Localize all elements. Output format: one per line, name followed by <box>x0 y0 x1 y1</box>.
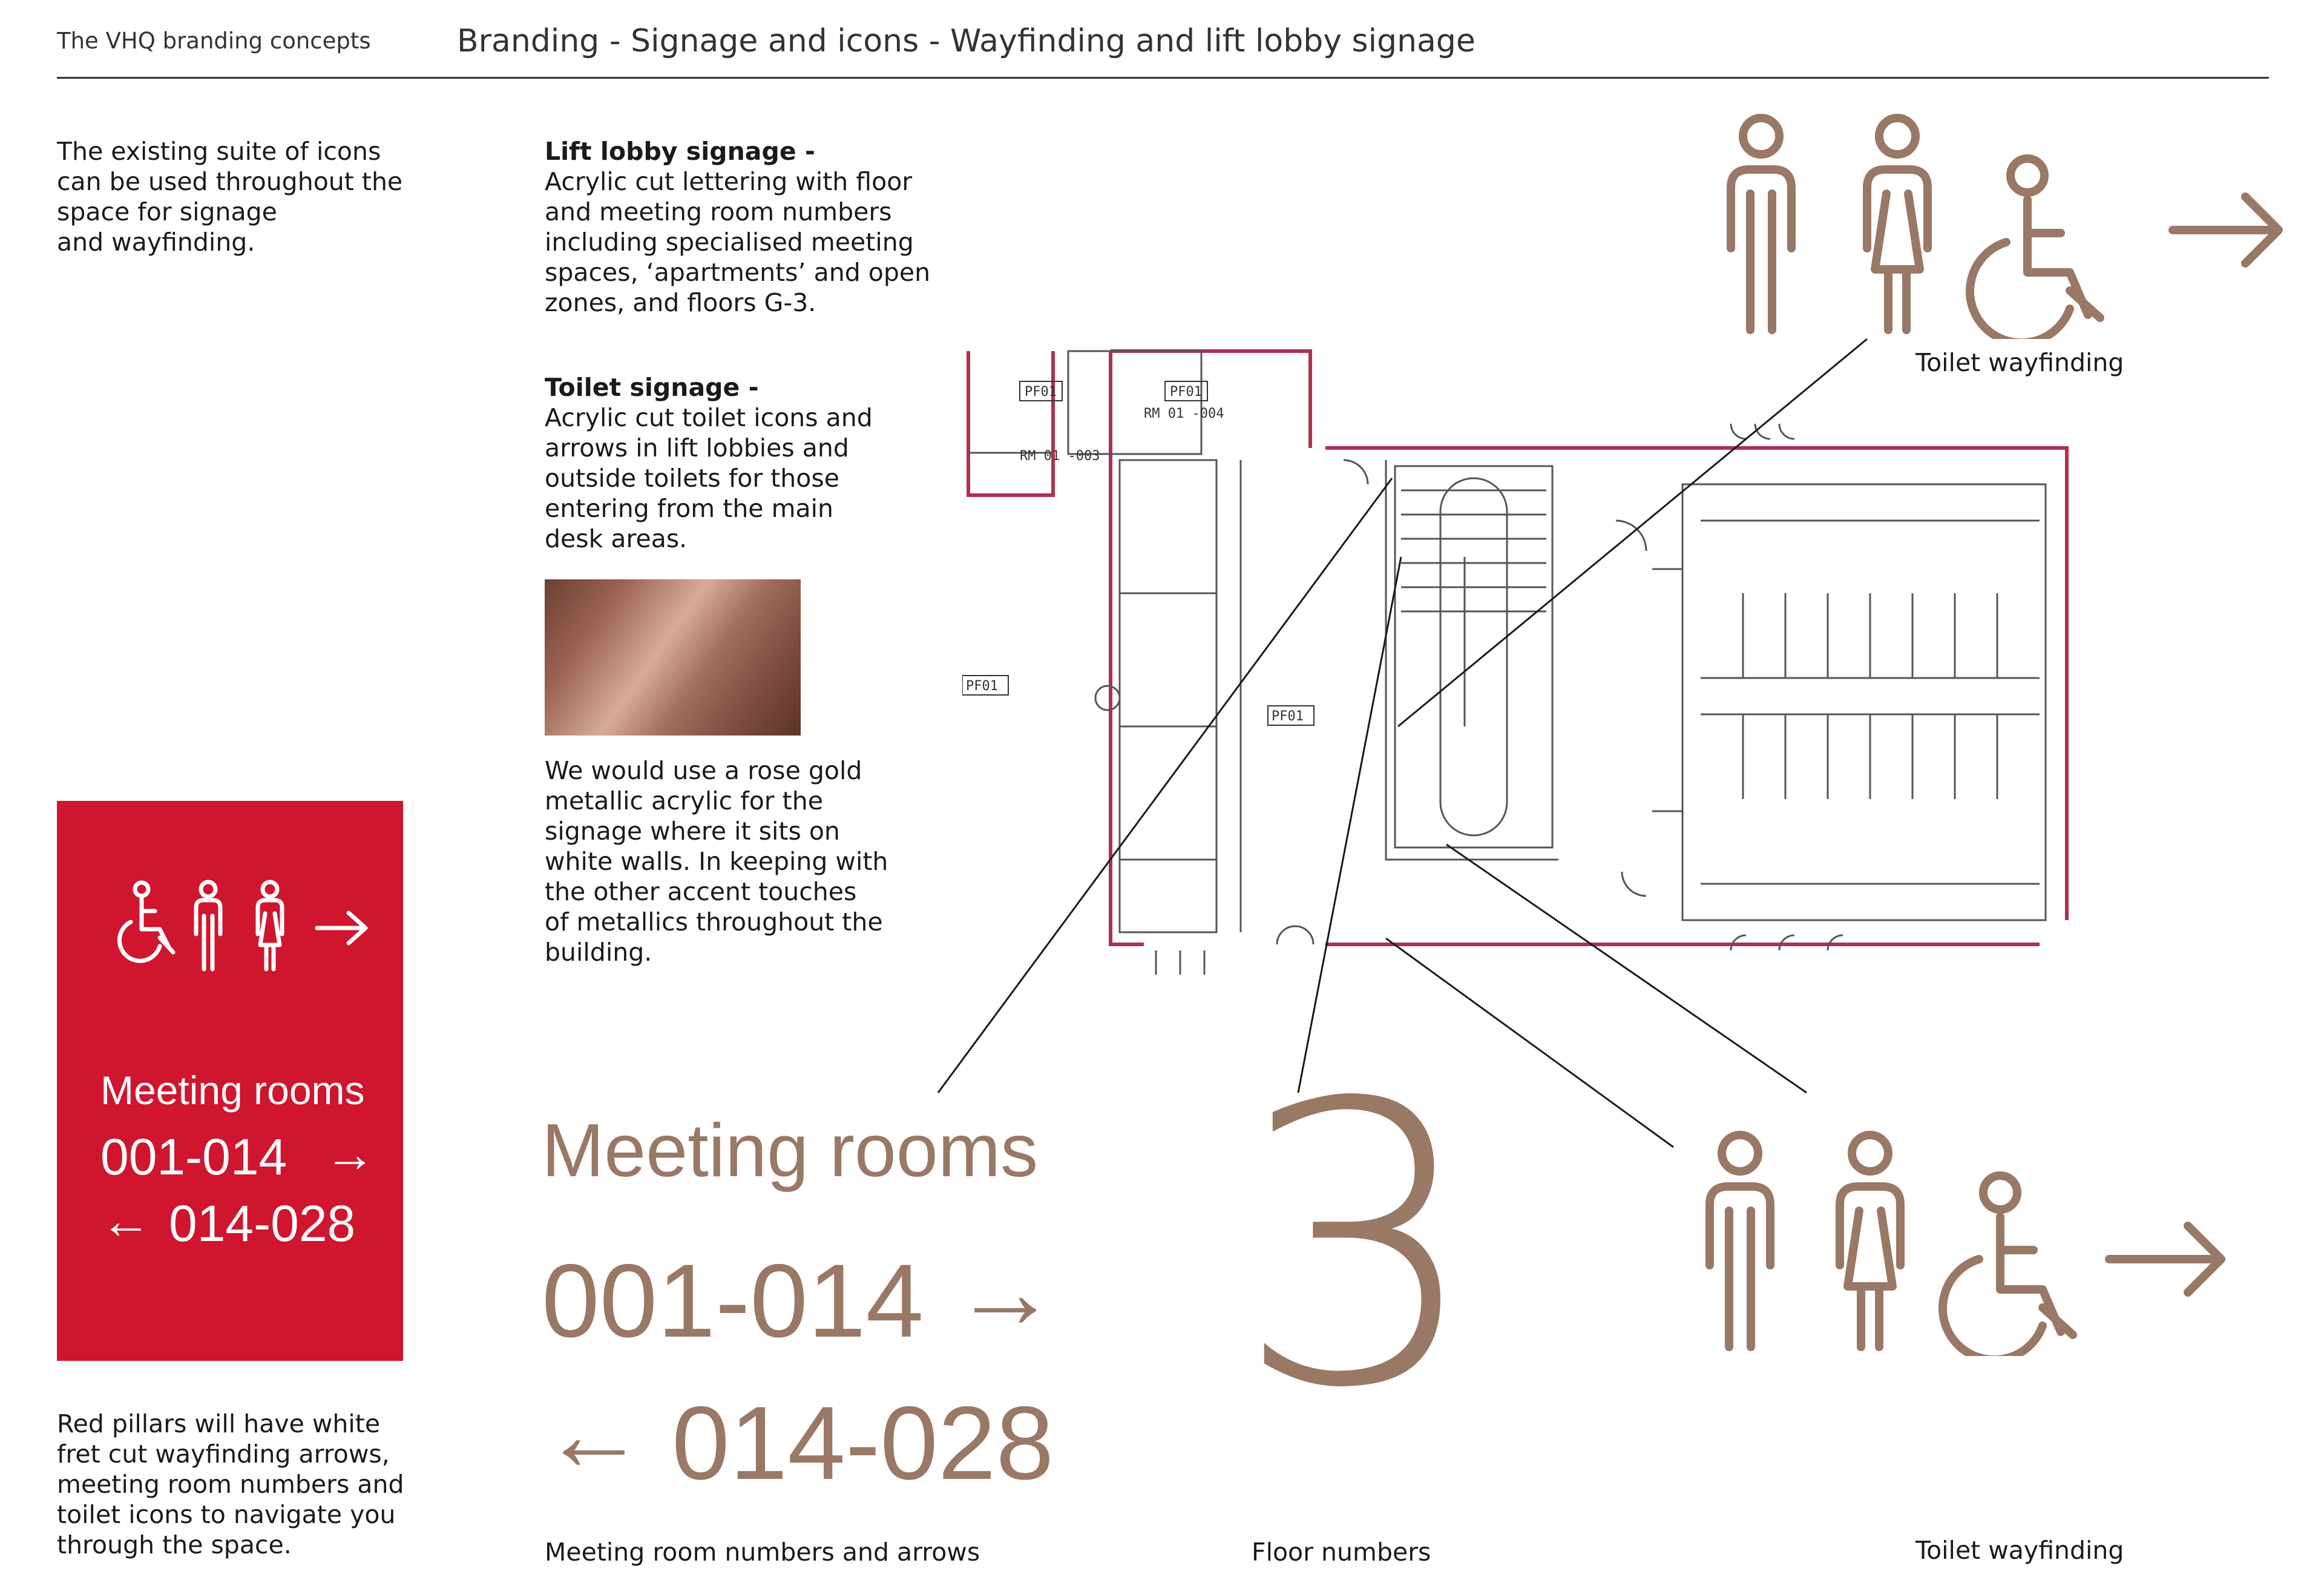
leader-line <box>1446 844 1807 1093</box>
red-pillar-heading: Meeting rooms <box>100 1068 365 1113</box>
lift-lobby-line: and meeting room numbers <box>545 197 892 226</box>
lift-lobby-line: spaces, ‘apartments’ and open <box>545 258 931 287</box>
toilet-signage-line: Acrylic cut toilet icons and <box>545 403 873 432</box>
arrow-right-icon <box>2173 197 2279 263</box>
red-pillar-note-line: toilet icons to navigate you <box>57 1500 396 1529</box>
rose-gold-line: building. <box>545 938 652 967</box>
meeting-sign-range-2: 014-028 <box>672 1385 1054 1501</box>
rose-gold-line: We would use a rose gold <box>545 756 862 785</box>
red-pillar-range-2: 014-028 <box>169 1195 356 1252</box>
leader-line <box>1298 557 1401 1093</box>
male-icon <box>1710 1135 1770 1347</box>
caption-toilet-top: Toilet wayfinding <box>1915 348 2124 377</box>
plan-tag: RM 01 -004 <box>1144 406 1224 421</box>
arrow-right-icon: → <box>324 1125 375 1182</box>
toilet-signage-line: desk areas. <box>545 524 688 553</box>
rose-gold-line: metallic acrylic for the <box>545 786 823 815</box>
female-icon <box>1867 118 1928 330</box>
plan-tag: RM 01 -003 <box>1020 449 1100 464</box>
leader-line <box>1398 339 1867 726</box>
caption-meeting: Meeting room numbers and arrows <box>545 1538 980 1567</box>
red-pillar-note-line: through the space. <box>57 1530 292 1559</box>
intro-line: and wayfinding. <box>57 228 255 257</box>
arrow-right-icon <box>2109 1226 2221 1292</box>
toilet-wayfinding-top <box>1707 109 2288 339</box>
toilet-signage-heading: Toilet signage - <box>545 373 759 402</box>
page-title: Branding - Signage and icons - Wayfinding and lift lobby signage <box>457 23 1475 59</box>
rose-gold-line: of metallics throughout the <box>545 907 883 936</box>
lift-lobby-line: Acrylic cut lettering with floor <box>545 167 913 196</box>
plan-tag: PF01 <box>1272 709 1304 724</box>
caption-floor: Floor numbers <box>1252 1538 1431 1567</box>
plan-tag: PF01 <box>966 679 998 694</box>
plan-tag: PF01 <box>1170 384 1202 400</box>
lift-lobby-heading: Lift lobby signage - <box>545 137 815 166</box>
intro-line: The existing suite of icons <box>57 137 381 166</box>
intro-line: space for signage <box>57 197 277 226</box>
wheelchair-icon <box>1970 159 2100 339</box>
intro-line: can be used throughout the <box>57 167 403 196</box>
arrow-left-icon: ← <box>100 1192 151 1249</box>
female-icon <box>1840 1135 1900 1347</box>
red-pillar-note-line: Red pillars will have white <box>57 1409 381 1438</box>
red-pillar-range-1: 001-014 <box>100 1128 287 1185</box>
arrow-left-icon: ← <box>542 1376 646 1492</box>
red-pillar-note-line: fret cut wayfinding arrows, <box>57 1440 390 1469</box>
lift-lobby-line: zones, and floors G-3. <box>545 288 816 317</box>
meeting-sign-heading: Meeting rooms <box>542 1109 1039 1193</box>
toilet-signage-line: outside toilets for those <box>545 464 839 493</box>
document-name: The VHQ branding concepts <box>57 28 371 54</box>
floor-number: 3 <box>1235 1021 1482 1472</box>
male-icon <box>1731 118 1791 330</box>
rose-gold-line: the other accent touches <box>545 877 857 906</box>
toilet-signage-line: arrows in lift lobbies and <box>545 433 849 462</box>
caption-toilet-bottom: Toilet wayfinding <box>1915 1536 2124 1565</box>
wheelchair-icon <box>1943 1176 2073 1356</box>
arrow-right-icon: → <box>953 1234 1057 1350</box>
red-pillar-note-line: meeting room numbers and <box>57 1470 404 1499</box>
leader-line <box>938 478 1392 1093</box>
toilet-wayfinding-bottom <box>1686 1126 2230 1356</box>
meeting-sign-range-1: 001-014 <box>542 1243 924 1359</box>
rose-gold-line: signage where it sits on <box>545 817 840 846</box>
rose-gold-line: white walls. In keeping with <box>545 847 888 876</box>
plan-tag: PF01 <box>1025 384 1057 400</box>
toilet-signage-line: entering from the main <box>545 494 834 523</box>
lift-lobby-line: including specialised meeting <box>545 228 914 257</box>
